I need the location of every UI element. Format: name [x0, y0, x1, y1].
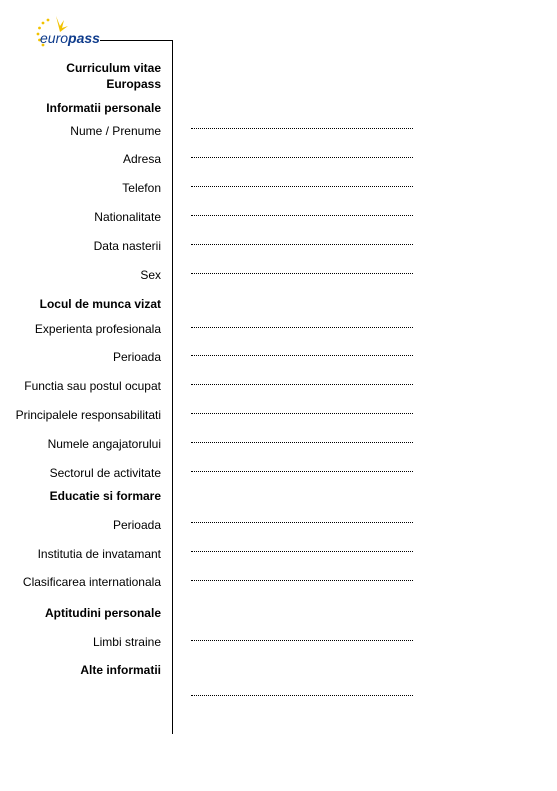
field-value-sex[interactable]	[191, 273, 413, 274]
field-value-edu-period[interactable]	[191, 522, 413, 523]
field-value-institution[interactable]	[191, 551, 413, 552]
field-label-phone: Telefon	[122, 181, 161, 195]
field-value-phone[interactable]	[191, 186, 413, 187]
field-value-classification[interactable]	[191, 580, 413, 581]
section-header-job: Locul de munca vizat	[39, 297, 161, 311]
field-label-address: Adresa	[122, 152, 161, 166]
field-label-job-period: Perioada	[112, 350, 161, 364]
document-title-line2: Europass	[106, 77, 161, 91]
field-label-languages: Limbi straine	[92, 635, 161, 649]
field-label-responsibilities: Principalele responsabilitati	[15, 408, 161, 422]
section-header-education: Educatie si formare	[49, 489, 161, 503]
field-value-name[interactable]	[191, 128, 413, 129]
field-value-other[interactable]	[191, 695, 413, 696]
field-value-address[interactable]	[191, 157, 413, 158]
section-header-other: Alte informatii	[80, 663, 161, 677]
section-header-personal: Informatii personale	[46, 101, 161, 115]
field-label-nationality: Nationalitate	[94, 210, 161, 224]
europass-logo-text: europass	[40, 30, 100, 46]
field-label-edu-period: Perioada	[112, 518, 161, 532]
field-value-position[interactable]	[191, 384, 413, 385]
field-value-employer[interactable]	[191, 442, 413, 443]
field-value-birthdate[interactable]	[191, 244, 413, 245]
field-label-sex: Sex	[140, 268, 161, 282]
field-label-position: Functia sau postul ocupat	[24, 379, 161, 393]
field-label-employer: Numele angajatorului	[47, 437, 161, 451]
field-value-sector[interactable]	[191, 471, 413, 472]
field-label-sector: Sectorul de activitate	[49, 466, 161, 480]
header-rule	[100, 40, 173, 41]
column-divider	[172, 40, 173, 734]
field-label-experience: Experienta profesionala	[34, 322, 161, 336]
field-value-responsibilities[interactable]	[191, 413, 413, 414]
document-title-line1: Curriculum vitae	[66, 61, 161, 75]
field-label-name: Nume / Prenume	[70, 124, 161, 138]
field-value-languages[interactable]	[191, 640, 413, 641]
field-label-classification: Clasificarea internationala	[22, 575, 161, 589]
field-label-institution: Institutia de invatamant	[37, 547, 161, 561]
field-value-job-period[interactable]	[191, 355, 413, 356]
field-label-birthdate: Data nasterii	[93, 239, 161, 253]
section-header-skills: Aptitudini personale	[44, 606, 161, 620]
field-value-nationality[interactable]	[191, 215, 413, 216]
field-value-experience[interactable]	[191, 327, 413, 328]
